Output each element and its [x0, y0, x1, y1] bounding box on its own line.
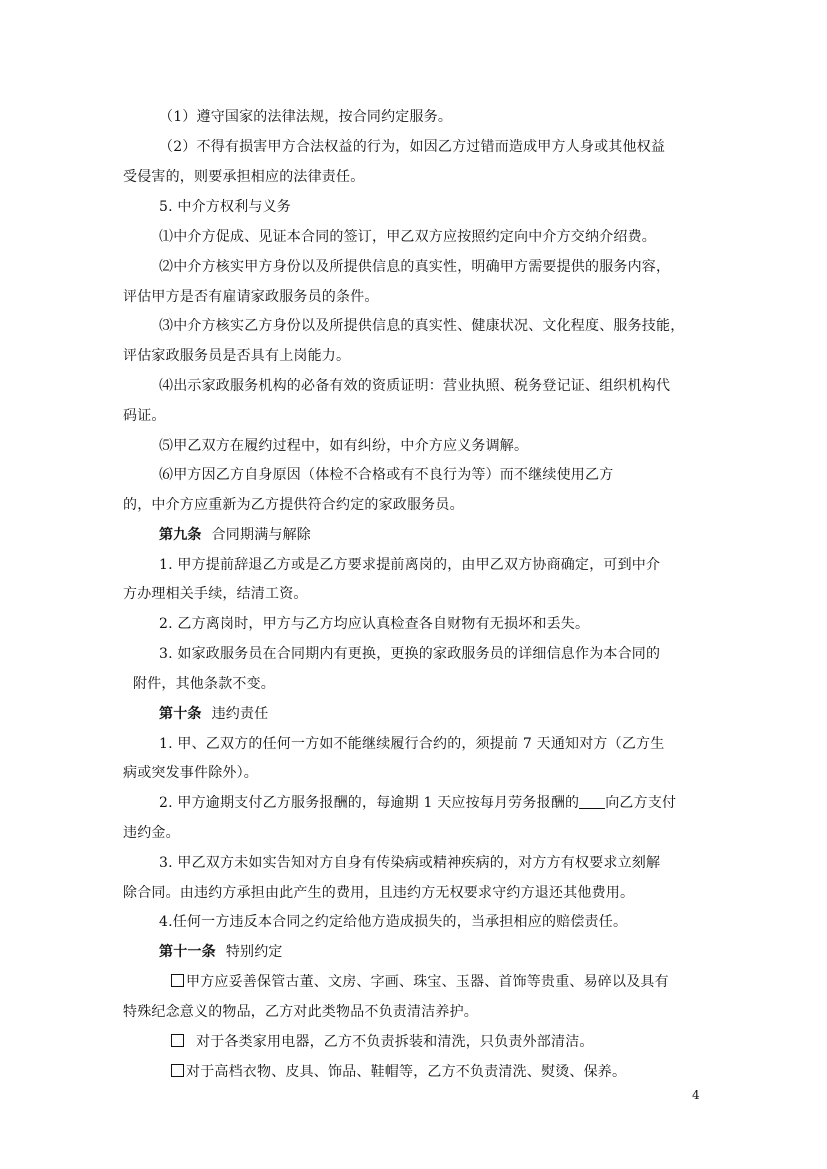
article-title: 特别约定 — [225, 944, 283, 960]
clause-line: 3. 如家政服务员在合同期内有更换，更换的家政服务员的详细信息作为本合同的 — [159, 646, 661, 662]
article-number: 第十条 — [159, 706, 202, 722]
clause-line: 的，中介方应重新为乙方提供符合约定的家政服务员。 — [123, 497, 464, 513]
checkbox[interactable] — [171, 1034, 184, 1047]
clause-line: （1）遵守国家的法律法规，按合同约定服务。 — [159, 109, 453, 125]
clause-line: 4.任何一方违反本合同之约定给他方造成损失的，当承担相应的赔偿责任。 — [159, 914, 628, 930]
blank-field[interactable] — [579, 794, 605, 809]
checkbox[interactable] — [171, 1064, 184, 1077]
clause-line: 特殊纪念意义的物品，乙方对此类物品不负责清洁养护。 — [123, 1004, 478, 1020]
clause-line: 评估甲方是否有雇请家政服务员的条件。 — [123, 289, 379, 305]
article-heading — [159, 943, 283, 961]
article-number: 第十一条 — [159, 944, 216, 960]
clause-line: 附件，其他条款不变。 — [133, 676, 275, 692]
clause-line: 3. 甲乙双方未如实告知对方自身有传染病或精神疾病的，对方方有权要求立刻解 — [159, 855, 661, 871]
clause-line: ⑵中介方核实甲方身份以及所提供信息的真实性，明确甲方需要提供的服务内容， — [159, 259, 671, 275]
clause-line: 违约金。 — [123, 825, 180, 841]
clause-text: 对于高档衣物、皮具、饰品、鞋帽等，乙方不负责清洗、熨烫、保养。 — [186, 1064, 627, 1080]
clause-text: 向乙方支付 — [605, 795, 677, 811]
clause-line: ⑴中介方促成、见证本合同的签订，甲乙双方应按照约定向中介方交纳介绍费。 — [159, 229, 656, 245]
clause-line: 1. 甲方提前辞退乙方或是乙方要求提前离岗的，由甲乙双方协商确定，可到中介 — [159, 557, 661, 573]
section-heading: 5. 中介方权利与义务 — [159, 199, 292, 215]
clause-line: 除合同。由违约方承担由此产生的费用，且违约方无权要求守约方退还其他费用。 — [123, 885, 635, 901]
article-title: 合同期满与解除 — [211, 527, 312, 543]
clause-line: 受侵害的，则要承担相应的法律责任。 — [123, 169, 365, 185]
clause-line — [171, 973, 669, 991]
clause-line: （2）不得有损害甲方合法权益的行为，如因乙方过错而造成甲方人身或其他权益 — [159, 139, 666, 155]
clause-line — [159, 794, 676, 812]
clause-line: 码证。 — [123, 408, 166, 424]
article-number: 第九条 — [159, 527, 202, 543]
clause-line: ⑸甲乙双方在履约过程中，如有纠纷，中介方应义务调解。 — [159, 438, 529, 454]
clause-text: 对于各类家用电器，乙方不负责拆装和清洗，只负责外部清洁。 — [196, 1034, 594, 1050]
clause-line: 病或突发事件除外）。 — [123, 765, 258, 781]
clause-line: ⑹甲方因乙方自身原因（体检不合格或有不良行为等）而不继续使用乙方 — [159, 467, 614, 483]
clause-text: 2. 甲方逾期支付乙方服务报酬的，每逾期 1 天应按每月劳务报酬的 — [159, 795, 580, 811]
page-number: 4 — [692, 1088, 700, 1102]
article-title: 违约责任 — [211, 706, 269, 722]
article-heading — [159, 705, 268, 723]
clause-line: 1. 甲、乙双方的任何一方如不能继续履行合约的，须提前 7 天通知对方（乙方生 — [159, 736, 665, 752]
clause-line: 2. 乙方离岗时，甲方与乙方均应认真检查各自财物有无损坏和丢失。 — [159, 616, 590, 632]
clause-line — [171, 1063, 626, 1081]
clause-line: 方办理相关手续，结清工资。 — [123, 586, 308, 602]
clause-line — [171, 1033, 594, 1051]
clause-line: ⑷出示家政服务机构的必备有效的资质证明：营业执照、税务登记证、组织机构代 — [159, 378, 671, 394]
clause-text: 甲方应妥善保管古董、文房、字画、珠宝、玉器、首饰等贵重、易碎以及具有 — [186, 974, 669, 990]
clause-line: ⑶中介方核实乙方身份以及所提供信息的真实性、健康状况、文化程度、服务技能， — [159, 318, 685, 334]
clause-line: 评估家政服务员是否具有上岗能力。 — [123, 348, 351, 364]
checkbox[interactable] — [171, 974, 184, 987]
article-heading — [159, 526, 311, 544]
